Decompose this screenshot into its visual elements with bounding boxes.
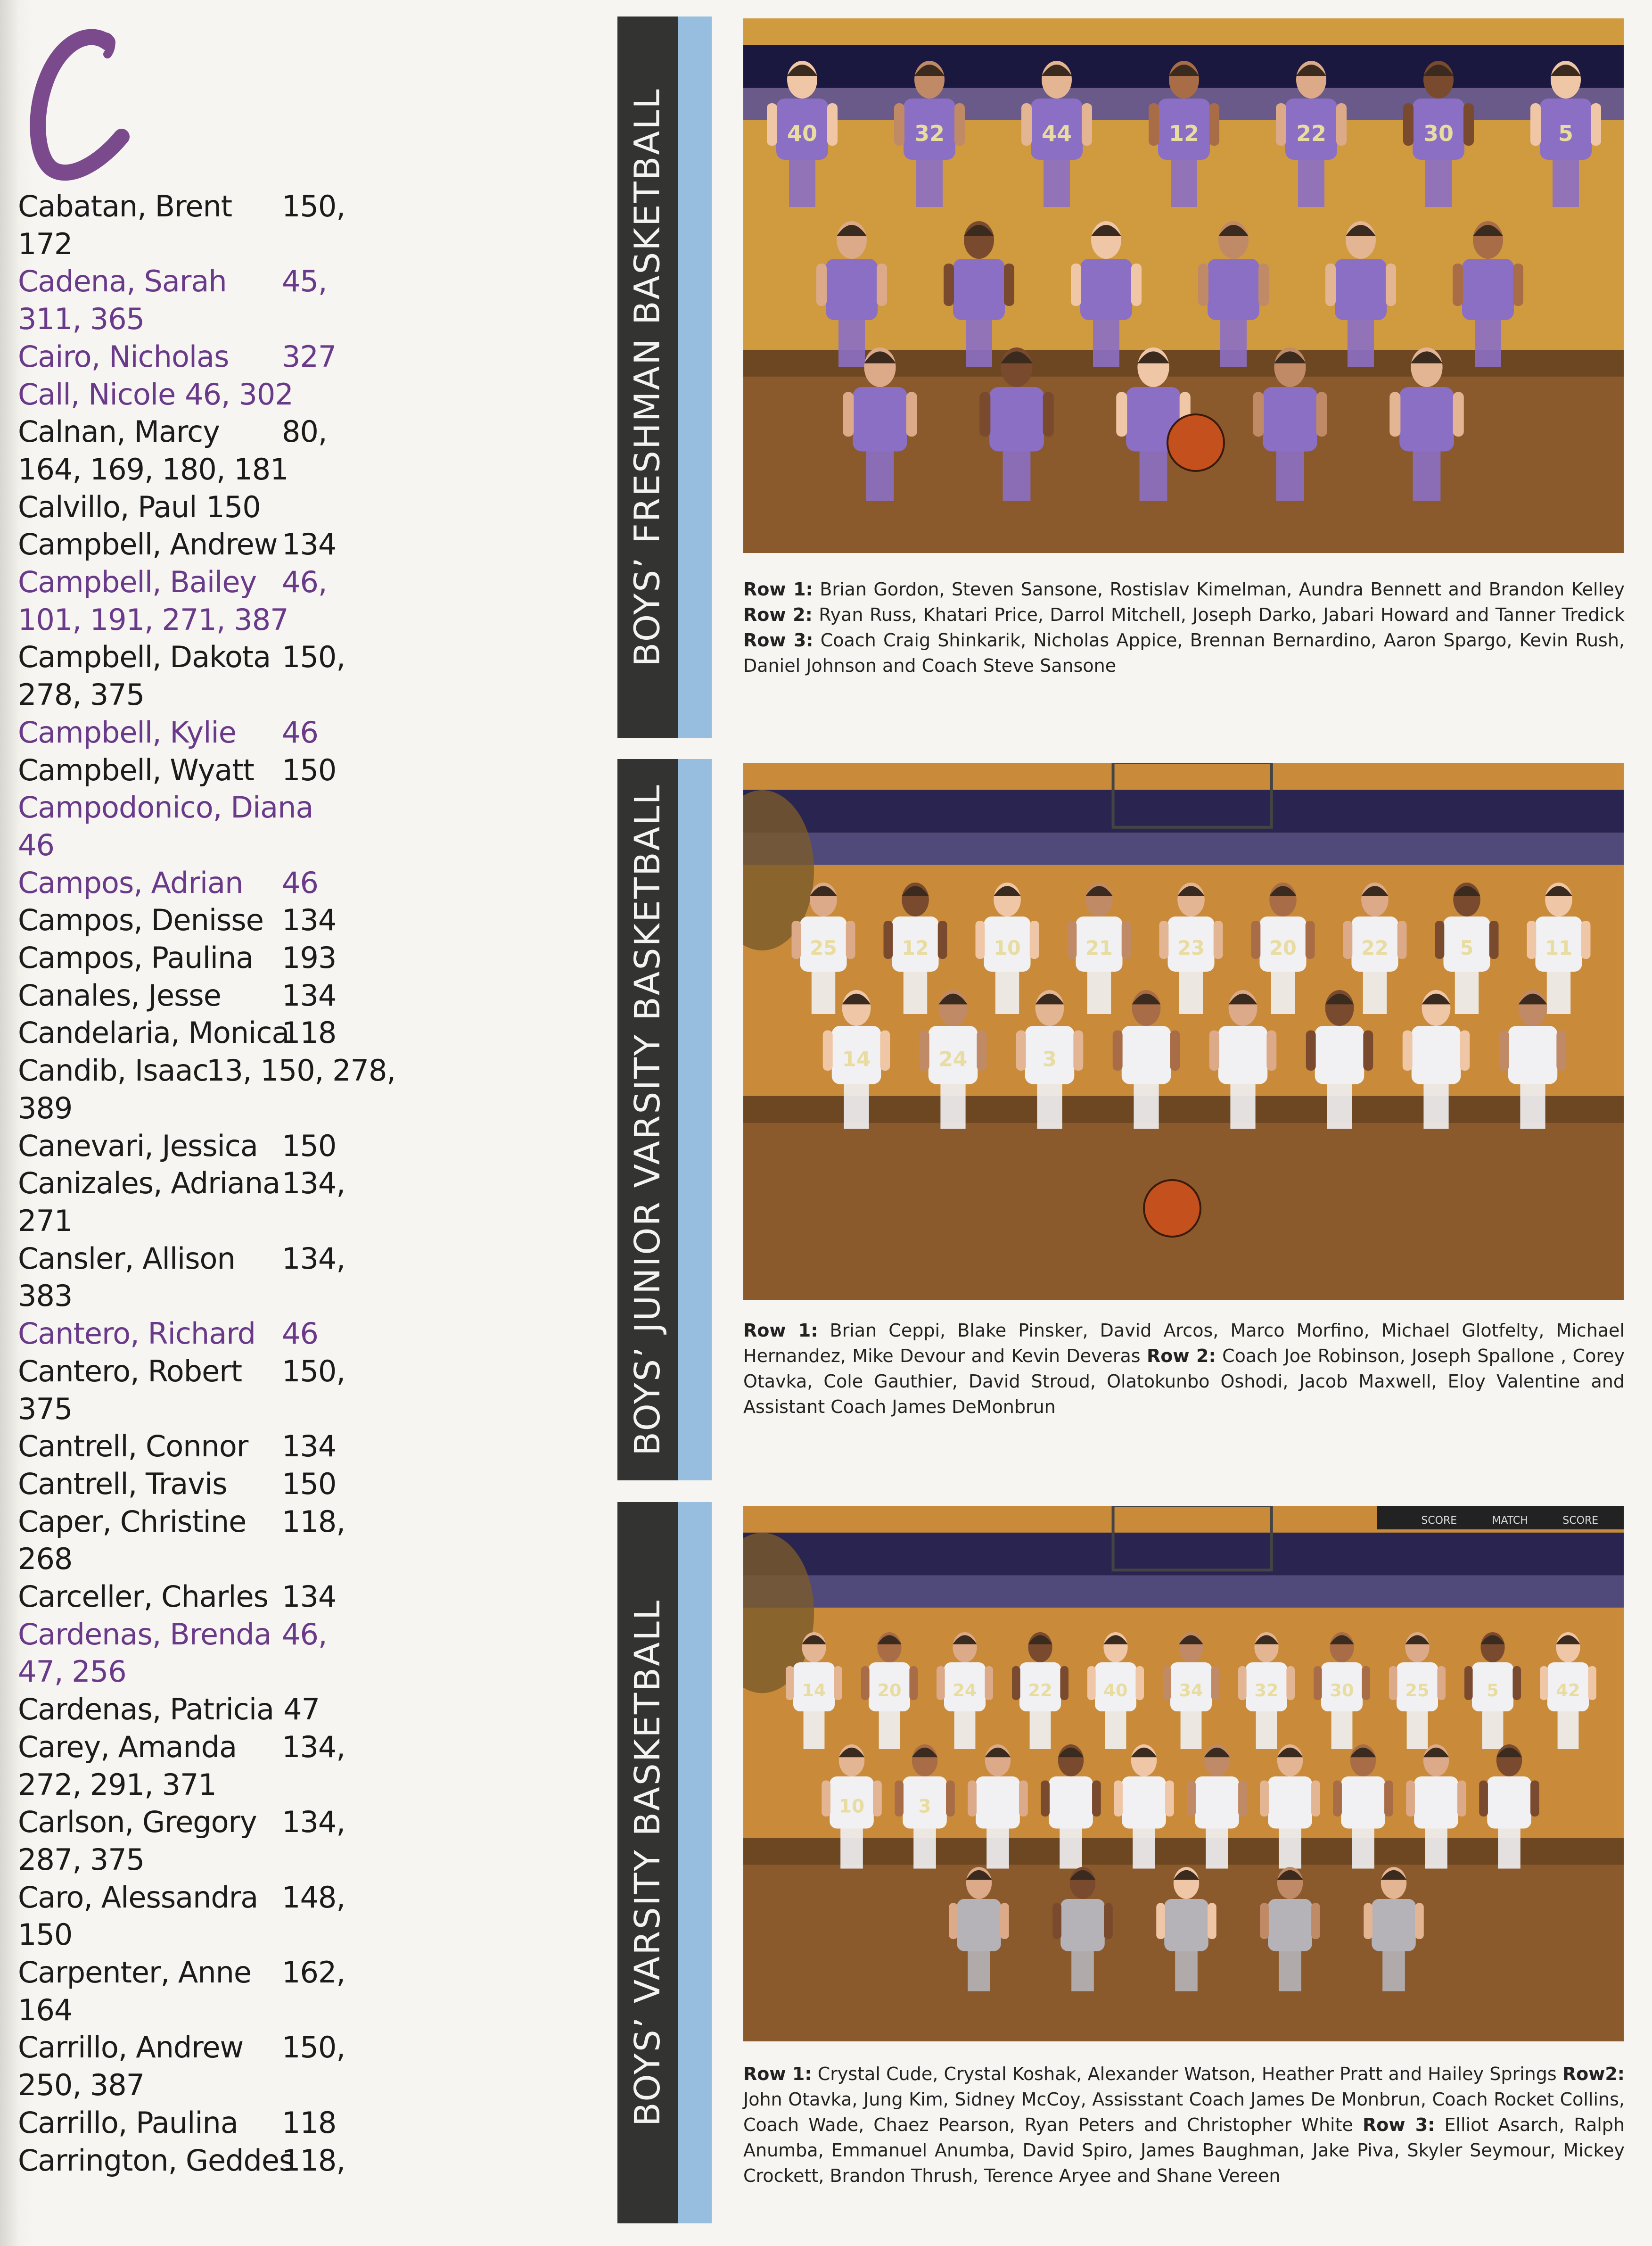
jersey-number: 12	[1168, 121, 1200, 146]
index-entry-pages: 134	[282, 1579, 337, 1614]
caption-row-names: Coach Craig Shinkarik, Nicholas Appice, Brennan Bernardino, Aaron Spargo, Kevin Rush, Daniel Johnson and Coach Steve Sansone	[743, 630, 1625, 676]
caption-row-names: Elliot Asarch, Ralph Anumba, Emmanuel Anumba, David Spiro, James Baughman, Jake Piva, Skyler Seymour, Mickey Crockett, Brandon Thrush, Terence Aryee and Shane Vereen	[743, 2114, 1625, 2186]
index-entry-pages: 150,	[282, 1354, 345, 1388]
name-index-list	[18, 188, 395, 2179]
index-entry	[18, 1465, 395, 1503]
index-entry	[18, 1240, 395, 1315]
index-entry-name: Carey, Amanda	[18, 1729, 237, 1764]
index-entry-pages-continued: 101, 191, 271, 387	[18, 602, 288, 637]
section-title-bar	[617, 759, 712, 1480]
scoreboard	[1377, 1506, 1624, 1529]
index-entry-pages: 134,	[282, 1166, 345, 1201]
section-title: BOYS’ JUNIOR VARSITY BASKETBALL	[627, 784, 668, 1456]
index-entry-pages-continued: 47, 256	[18, 1654, 126, 1689]
section-title: BOYS’ VARSITY BASKETBALL	[627, 1599, 668, 2127]
index-entry-pages: 134	[282, 527, 337, 562]
jersey-number: 14	[842, 1047, 871, 1072]
caption-row-label: Row 1:	[743, 2064, 812, 2084]
index-entry-pages: 80,	[282, 414, 327, 449]
jersey-number: 34	[1179, 1680, 1203, 1701]
index-entry	[18, 1879, 395, 1954]
index-entry-name: Canales, Jesse	[18, 978, 221, 1013]
section-junior-varsity-basketball	[617, 759, 1636, 1480]
jersey-number: 14	[802, 1680, 826, 1701]
jersey-number: 32	[914, 121, 945, 146]
index-entry	[18, 939, 395, 977]
index-entry-pages-continued: 272, 291, 371	[18, 1767, 216, 1802]
index-entry-pages-continued: 164	[18, 1992, 73, 2027]
index-entry-name: Cantero, Robert	[18, 1354, 242, 1388]
index-entry-pages: 46,	[282, 1617, 327, 1651]
index-entry-name: Campbell, Dakota	[18, 640, 271, 675]
section-title-bar	[617, 17, 712, 738]
caption-row-names: Brian Ceppi, Blake Pinsker, David Arcos, Marco Morfino, Michael Glotfelty, Michael Hernandez, Mike Devour and Kevin Deveras	[743, 1320, 1625, 1366]
index-entry-pages-continued: 287, 375	[18, 1842, 145, 1877]
index-section-letter	[8, 9, 150, 207]
caption-row-label: Row 2:	[1147, 1346, 1216, 1366]
index-entry-name: Calnan, Marcy	[18, 414, 220, 449]
index-entry	[18, 526, 395, 563]
index-entry-name: Campos, Paulina	[18, 941, 254, 975]
team-photo-junior-varsity	[743, 763, 1624, 1300]
index-entry-pages: 162,	[282, 1955, 345, 1990]
index-entry-name: Cantrell, Travis	[18, 1466, 227, 1501]
index-entry-name: Carceller, Charles	[18, 1579, 268, 1614]
index-entry-pages: 47	[283, 1692, 320, 1727]
index-entry-name: Canizales, Adriana	[18, 1166, 280, 1201]
index-entry-pages-continued: 250, 387	[18, 2068, 145, 2103]
jersey-number: 40	[1103, 1680, 1128, 1701]
index-entry-pages: 134,	[282, 1729, 345, 1764]
index-entry	[18, 1691, 395, 1728]
index-entry	[18, 714, 395, 751]
index-entry	[18, 376, 395, 413]
caption-row-names: John Otavka, Jung Kim, Sidney McCoy, Assisstant Coach James De Monbrun, Coach Rocket Collins, Coach Wade, Chaez Pearson, Ryan Peters and Christopher White	[743, 2089, 1625, 2135]
caption-row-label: Row 2:	[743, 604, 813, 625]
index-entry-pages-continued: 150	[18, 1917, 73, 1952]
index-entry	[18, 1728, 395, 1803]
photo-caption-junior-varsity	[743, 1318, 1625, 1420]
index-entry-name: Campos, Denisse	[18, 903, 263, 938]
jersey-number: 5	[1460, 937, 1474, 959]
index-entry	[18, 1616, 395, 1691]
index-entry-pages: 193	[282, 941, 337, 975]
jersey-number: 42	[1556, 1680, 1580, 1701]
photo-caption-varsity	[743, 2061, 1625, 2188]
index-entry-pages: 46,	[282, 565, 327, 600]
index-entry-name: Cardenas, Patricia	[18, 1692, 274, 1727]
index-entry-pages-continued: 164, 169, 180, 181	[18, 452, 288, 487]
index-entry	[18, 1954, 395, 2029]
index-entry-name: Cansler, Allison	[18, 1241, 235, 1276]
index-entry	[18, 2029, 395, 2104]
index-entry-name: Cadena, Sarah	[18, 264, 227, 299]
index-entry	[18, 1014, 395, 1052]
index-entry-pages: 150,	[282, 640, 345, 675]
jersey-number: 44	[1041, 121, 1072, 146]
jersey-number: 22	[1296, 121, 1327, 146]
scoreboard-label: SCORE	[1421, 1515, 1457, 1527]
jersey-number: 22	[1361, 937, 1389, 959]
jersey-number: 10	[994, 937, 1021, 959]
jersey-number: 24	[938, 1047, 968, 1072]
index-entry	[18, 188, 395, 263]
caption-row-label: Row 3:	[1362, 2114, 1435, 2135]
caption-row-label: Row 1:	[743, 579, 813, 600]
jersey-number: 3	[918, 1796, 931, 1817]
index-entry	[18, 338, 395, 376]
index-entry-name: Campbell, Bailey	[18, 565, 257, 600]
index-entry-name: Campbell, Kylie	[18, 715, 236, 750]
index-entry-pages: 150	[282, 752, 337, 787]
index-entry-pages-continued: 172	[18, 226, 73, 261]
index-entry-name: Carrillo, Paulina	[18, 2105, 238, 2140]
jersey-number: 12	[902, 937, 929, 959]
jersey-number: 5	[1487, 1680, 1499, 1701]
scoreboard-label: SCORE	[1562, 1515, 1599, 1527]
index-entry-name: Campbell, Wyatt	[18, 752, 254, 787]
index-entry-name: Call, Nicole	[18, 377, 176, 412]
caption-row-names: Crystal Cude, Crystal Koshak, Alexander Watson, Heather Pratt and Hailey Springs	[812, 2064, 1562, 2084]
jersey-number: 23	[1177, 937, 1205, 959]
caption-row-names: Brian Gordon, Steven Sansone, Rostislav Kimelman, Aundra Bennett and Brandon Kelley	[813, 579, 1625, 600]
jersey-number: 30	[1330, 1680, 1354, 1701]
index-entry-pages: 150	[206, 489, 261, 524]
index-entry	[18, 263, 395, 338]
section-freshman-basketball	[617, 17, 1636, 738]
index-entry	[18, 638, 395, 713]
section-title-bar	[617, 1502, 712, 2223]
index-entry-pages: 134,	[282, 1241, 345, 1276]
index-entry-pages: 46	[282, 715, 318, 750]
index-entry	[18, 413, 395, 488]
section-varsity-basketball	[617, 1502, 1636, 2223]
index-entry	[18, 1353, 395, 1428]
index-entry-name: Campos, Adrian	[18, 865, 243, 900]
index-entry-name: Campbell, Andrew	[18, 527, 278, 562]
caption-row-label: Row 1:	[743, 1320, 818, 1341]
jersey-number: 21	[1085, 937, 1113, 959]
index-entry-name: Caper, Christine	[18, 1504, 247, 1539]
index-entry-pages: 134	[282, 978, 337, 1013]
team-photo-freshman	[743, 18, 1624, 553]
index-entry-name: Cabatan, Brent	[18, 189, 232, 223]
index-entry-pages-continued: 311, 365	[18, 302, 145, 337]
index-entry	[18, 864, 395, 902]
index-entry-pages-continued: 46	[18, 827, 54, 862]
index-entry	[18, 1052, 395, 1127]
jersey-number: 24	[953, 1680, 977, 1701]
index-entry-name: Canevari, Jessica	[18, 1128, 258, 1163]
index-entry-name: Calvillo, Paul	[18, 489, 197, 524]
index-entry-pages: 150,	[282, 2030, 345, 2065]
index-entry-pages: 46	[282, 1316, 318, 1351]
index-entry	[18, 1164, 395, 1239]
index-entry	[18, 488, 395, 526]
scoreboard-label: MATCH	[1492, 1515, 1528, 1527]
index-entry-pages: 134	[282, 903, 337, 938]
caption-row-label: Row2:	[1562, 2064, 1625, 2084]
index-entry-pages: 118,	[282, 1504, 345, 1539]
index-entry-name: Candib, Isaac	[18, 1053, 208, 1088]
caption-row-names: Ryan Russ, Khatari Price, Darrol Mitchell, Joseph Darko, Jabari Howard and Tanner Tredick	[812, 604, 1625, 625]
team-photo-varsity	[743, 1506, 1624, 2041]
index-entry-pages: 150	[282, 1466, 337, 1501]
index-entry	[18, 563, 395, 638]
index-entry-pages: 150	[282, 1128, 337, 1163]
index-entry-pages: 118,	[282, 2143, 345, 2178]
section-title: BOYS’ FRESHMAN BASKETBALL	[627, 88, 668, 667]
index-entry-name: Cantero, Richard	[18, 1316, 255, 1351]
index-entry-pages-continued: 375	[18, 1391, 73, 1426]
index-entry	[18, 2104, 395, 2142]
basketball	[1144, 1180, 1200, 1237]
index-entry	[18, 751, 395, 789]
jersey-number: 32	[1254, 1680, 1279, 1701]
index-entry	[18, 1803, 395, 1878]
index-entry-pages: 46	[282, 865, 318, 900]
index-entry-name: Carrington, Geddes	[18, 2143, 294, 2178]
jersey-number: 30	[1423, 121, 1454, 146]
index-entry	[18, 789, 395, 864]
index-entry	[18, 1578, 395, 1616]
index-entry-name: Carpenter, Anne	[18, 1955, 252, 1990]
jersey-number: 40	[787, 121, 818, 146]
index-entry-pages: 118	[282, 2105, 337, 2140]
jersey-number: 5	[1558, 121, 1574, 146]
index-entry-name: Carrillo, Andrew	[18, 2030, 244, 2065]
jersey-number: 10	[838, 1796, 865, 1817]
jersey-number: 11	[1545, 937, 1572, 959]
index-entry-pages-continued: 278, 375	[18, 677, 145, 712]
caption-row-names: Coach Joe Robinson, Joseph Spallone , Corey Otavka, Cole Gauthier, David Stroud, Olatokunbo Oshodi, Jacob Maxwell, Eloy Valentine and Assistant Coach James DeMonbrun	[743, 1346, 1625, 1417]
index-entry-pages: 134	[282, 1429, 337, 1464]
index-entry-pages: 148,	[282, 1880, 345, 1915]
index-entry-pages: 150,	[282, 189, 345, 223]
caption-row-label: Row 3:	[743, 630, 814, 651]
jersey-number: 22	[1028, 1680, 1052, 1701]
index-entry	[18, 1503, 395, 1578]
index-entry-name: Cantrell, Connor	[18, 1429, 248, 1464]
index-entry	[18, 901, 395, 939]
index-entry-pages-continued: 389	[18, 1090, 73, 1125]
index-entry	[18, 2142, 395, 2180]
index-entry	[18, 1127, 395, 1165]
basketball	[1167, 414, 1224, 471]
index-entry-pages-continued: 268	[18, 1542, 73, 1577]
index-entry	[18, 1428, 395, 1465]
index-entry-pages-continued: 383	[18, 1279, 73, 1313]
index-entry-pages: 327	[282, 339, 337, 374]
index-entry-pages: 13, 150, 278,	[206, 1053, 396, 1088]
index-entry-name: Cairo, Nicholas	[18, 339, 229, 374]
index-entry-pages: 134,	[282, 1805, 345, 1840]
index-entry-pages: 46, 302	[185, 377, 293, 412]
index-entry-pages: 118	[282, 1016, 337, 1050]
jersey-number: 20	[877, 1680, 902, 1701]
jersey-number: 25	[1405, 1680, 1430, 1701]
jersey-number: 25	[810, 937, 837, 959]
index-entry-pages: 45,	[282, 264, 327, 299]
index-entry-name: Campodonico, Diana	[18, 790, 313, 825]
index-entry	[18, 977, 395, 1015]
index-entry-name: Cardenas, Brenda	[18, 1617, 271, 1651]
index-entry-pages-continued: 271	[18, 1203, 73, 1238]
jersey-number: 20	[1269, 937, 1297, 959]
index-entry-name: Carlson, Gregory	[18, 1805, 257, 1840]
index-entry	[18, 1315, 395, 1353]
photo-caption-freshman	[743, 577, 1625, 678]
jersey-number: 3	[1042, 1047, 1057, 1072]
index-entry-name: Caro, Alessandra	[18, 1880, 258, 1915]
index-entry-name: Candelaria, Monica	[18, 1016, 289, 1050]
